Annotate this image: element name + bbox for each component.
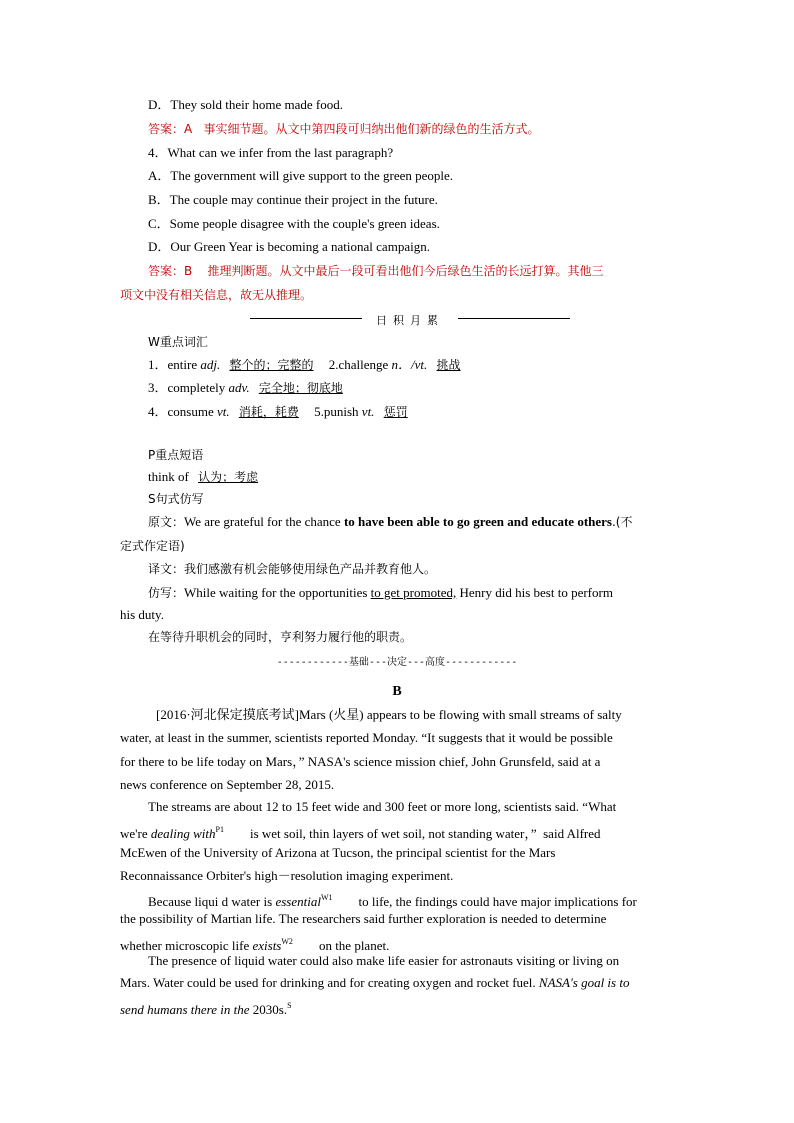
sentence-heading: S句式仿写 [148,492,204,506]
q4-answer-text-2: 项文中没有相关信息，故无从推理。 [120,288,313,302]
section-divider [250,312,570,326]
p2-line-1: The streams are about 12 to 15 feet wide and 300 feet or more long, scientists said. “What [148,799,617,814]
p3-l1-sup: W1 [320,893,333,902]
p1-line-4: news conference on September 28, 2015. [120,777,335,792]
p4-line-1: The presence of liquid water could also make life easier for astronauts visiting or living on [148,953,620,968]
vocab-item3-pos: adv. [228,380,250,395]
p3-l3-sup: W2 [281,937,293,946]
p2-l2-sup: P1 [215,825,224,834]
original-label: 原文： [148,515,185,529]
p3-line-2: the possibility of Martian life. The researchers said further exploration is needed to determine [120,911,607,926]
vocab-item1-pos: adj. [200,357,221,372]
original-text: We are grateful for the chance [184,514,344,529]
imitate-line-2: his duty. [120,607,164,622]
p3-l1-b: to life, the findings could have major implications for [332,894,637,909]
p3-l1-ital: essential [275,894,321,909]
p3-l3-a: whether microscopic life [120,938,253,953]
vocab-item1-meaning: 整个的；完整的 [229,358,314,372]
q4-option-c: C．Some people disagree with the couple's green ideas. [148,216,440,231]
divider-title: 日积月累 [376,314,444,327]
phrase-item-en: think of [148,469,189,484]
original-bold: to have been able to go green and educate others [343,514,612,529]
divider-left-rule [250,318,362,319]
vocab-heading: W重点词汇 [148,335,208,349]
original-end: .(不 [611,515,633,529]
passage-letter: B [392,684,402,699]
imitate-after: Henry did his best to perform [456,585,613,600]
p3-l1-a: Because liqui d water is [148,894,276,909]
section-rule: ------------基础---决定---高度------------ [276,657,518,668]
p4-line-3 [120,998,674,1018]
p4-line-2 [120,975,674,991]
q3-answer-label: 答案：A [148,122,193,136]
vocab-item5-word: 5.punish [314,404,359,419]
vocab-item3-word: 3．completely [148,380,226,395]
phrase-item-meaning: 认为；考虑 [198,470,259,484]
sentence-original [148,514,674,530]
vocab-item5-pos: vt. [361,404,375,419]
p2-line-2 [120,822,674,842]
q4-option-a: A．The government will give support to the green people. [148,168,454,183]
q4-answer-label: 答案：B [148,264,193,278]
vocab-row-1 [148,357,702,373]
vocab-item1-word: 1．entire [148,357,198,372]
q3-option-d: D．They sold their home made food. [148,97,343,112]
original-note: 定式作定语) [120,539,185,553]
p2-line-4: Reconnaissance Orbiter's high－resolution imaging experiment. [120,868,454,883]
q4-option-d: D．Our Green Year is becoming a national campaign. [148,239,430,254]
phrase-row [148,469,702,485]
p4-l3-ital: send humans there in the [120,1002,250,1017]
imitate-fill: to get promoted, [370,585,457,600]
imitate-before: While waiting for the opportunities [184,585,371,600]
q3-answer-text: 事实细节题。从文中第四段可归纳出他们新的绿色的生活方式。 [203,122,540,136]
imitate-label: 仿写： [148,586,185,600]
p1-line-3: for there to be life today on Mars，” NASA's science mission chief, John Grunsfeld, said at a [120,754,601,769]
p2-l2-ital: dealing with [150,826,216,841]
vocab-item4-word: 4．consume [148,404,214,419]
p4-l3-b: 2030s. [249,1002,288,1017]
vocab-item5-meaning: 惩罚 [383,405,408,419]
sentence-translation [148,561,702,577]
p2-l2-b: is wet soil, thin layers of wet soil, not standing water，” said Alfred [223,826,601,841]
q4-question: 4．What can we infer from the last paragraph? [148,145,394,160]
vocab-item2-word: 2.challenge [328,357,389,372]
vocab-item3-meaning: 完全地；彻底地 [258,381,343,395]
p3-l3-b: on the planet. [292,938,390,953]
p1-line-2: water, at least in the summer, scientists reported Monday. “It suggests that it would be possible [120,730,613,745]
p4-l2-a: Mars. Water could be used for drinking and for creating oxygen and rocket fuel. [120,975,539,990]
p3-line-3 [120,934,674,954]
translation-label: 译文： [148,562,185,576]
p2-l2-a: we're [120,826,151,841]
p4-l2-ital: NASA's goal is to [538,975,630,990]
translation-text: 我们感激有机会能够使用绿色产品并教育他人。 [184,562,437,576]
q4-answer [148,263,702,279]
vocab-item4-pos: vt. [216,404,230,419]
vocab-row-2 [148,380,702,396]
p4-l3-sup: S [287,1001,292,1010]
phrases-heading: P重点短语 [148,448,204,462]
vocab-item2-pos: n．/vt. [391,357,428,372]
p2-line-3: McEwen of the University of Arizona at Tucson, the principal scientist for the Mars [120,845,556,860]
sentence-imitate [148,585,674,601]
divider-right-rule [458,318,570,319]
q4-answer-text-1: 推理判断题。从文中最后一段可看出他们今后绿色生活的长远打算。其他三 [207,264,604,278]
vocab-item2-meaning: 挑战 [436,358,461,372]
vocab-item4-meaning: 消耗，耗费 [238,405,299,419]
p3-line-1 [148,890,674,910]
imitate-chinese: 在等待升职机会的同时，亨利努力履行他的职责。 [148,630,413,644]
p1-line-1: [2016·河北保定摸底考试]Mars (火星) appears to be flowing with small streams of salty [156,707,622,722]
q3-answer [148,121,702,137]
q4-option-b: B．The couple may continue their project in the future. [148,192,438,207]
p3-l3-ital: exists [252,938,282,953]
vocab-row-3 [148,404,702,420]
